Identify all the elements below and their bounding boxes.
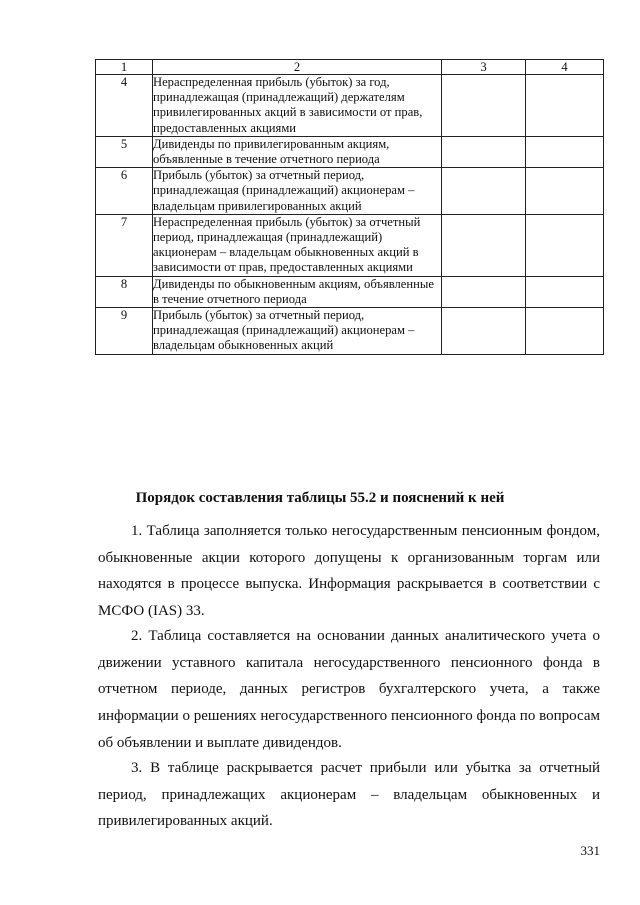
- empty-cell: [526, 168, 604, 215]
- empty-cell: [526, 136, 604, 167]
- table-row: [96, 308, 604, 355]
- paragraph-text: 3. В таблице раскрывается расчет прибыли или убытка за отчетный период, принадлежащих акционерам – владельцам обыкновенных и привилегированных акций.: [98, 760, 600, 830]
- table-row: [96, 168, 604, 215]
- row-number: 8: [96, 276, 153, 307]
- row-number: 6: [96, 168, 153, 215]
- page-number: 331: [580, 843, 600, 858]
- row-description: Нераспределенная прибыль (убыток) за год, принадлежащая (принадлежащий) держателям привилегированных акций в зависимости от прав, предоставленных акциями: [153, 75, 442, 137]
- row-description: Дивиденды по привилегированным акциям, объявленные в течение отчетного периода: [153, 136, 442, 167]
- table-row: [96, 75, 604, 137]
- column-header: 4: [526, 60, 604, 75]
- paragraph: [98, 518, 600, 625]
- empty-cell: [442, 308, 526, 355]
- empty-cell: [442, 214, 526, 276]
- column-header: 2: [153, 60, 442, 75]
- empty-cell: [526, 308, 604, 355]
- empty-cell: [442, 75, 526, 137]
- row-description: Прибыль (убыток) за отчетный период, принадлежащая (принадлежащий) акционерам – владельцам привилегированных акций: [153, 168, 442, 215]
- column-header: 3: [442, 60, 526, 75]
- table-row: [96, 276, 604, 307]
- empty-cell: [526, 75, 604, 137]
- paragraph-text: 2. Таблица составляется на основании данных аналитического учета о движении уставного капитала негосударственного пенсионного фонда в отчетном периоде, данных регистров бухгалтерского учета, а также информации о решениях негосударственного пенсионного фонда по вопросам об объявлении и выплате дивидендов.: [98, 628, 600, 751]
- empty-cell: [442, 168, 526, 215]
- empty-cell: [442, 136, 526, 167]
- data-table: [95, 59, 604, 355]
- empty-cell: [526, 276, 604, 307]
- row-description: Дивиденды по обыкновенным акциям, объявленные в течение отчетного периода: [153, 276, 442, 307]
- paragraph-text: 1. Таблица заполняется только негосударственным пенсионным фондом, обыкновенные акции которого допущены к организованным торгам или находятся в процессе выпуска. Информация раскрывается в соответствии с МСФО (IAS) 33.: [98, 523, 600, 620]
- row-number: 7: [96, 214, 153, 276]
- section-heading: Порядок составления таблицы 55.2 и пояснений к ней: [135, 490, 505, 506]
- table-row: [96, 136, 604, 167]
- row-description: Нераспределенная прибыль (убыток) за отчетный период, принадлежащая (принадлежащий) акционерам – владельцам обыкновенных акций в зависимости от прав, предоставленных акциями: [153, 214, 442, 276]
- row-number: 5: [96, 136, 153, 167]
- table-header-row: [96, 60, 604, 75]
- paragraph: [98, 755, 600, 835]
- row-number: 9: [96, 308, 153, 355]
- table-row: [96, 214, 604, 276]
- row-number: 4: [96, 75, 153, 137]
- paragraph: [98, 623, 600, 757]
- empty-cell: [442, 276, 526, 307]
- column-header: 1: [96, 60, 153, 75]
- row-description: Прибыль (убыток) за отчетный период, принадлежащая (принадлежащий) акционерам – владельцам обыкновенных акций: [153, 308, 442, 355]
- empty-cell: [526, 214, 604, 276]
